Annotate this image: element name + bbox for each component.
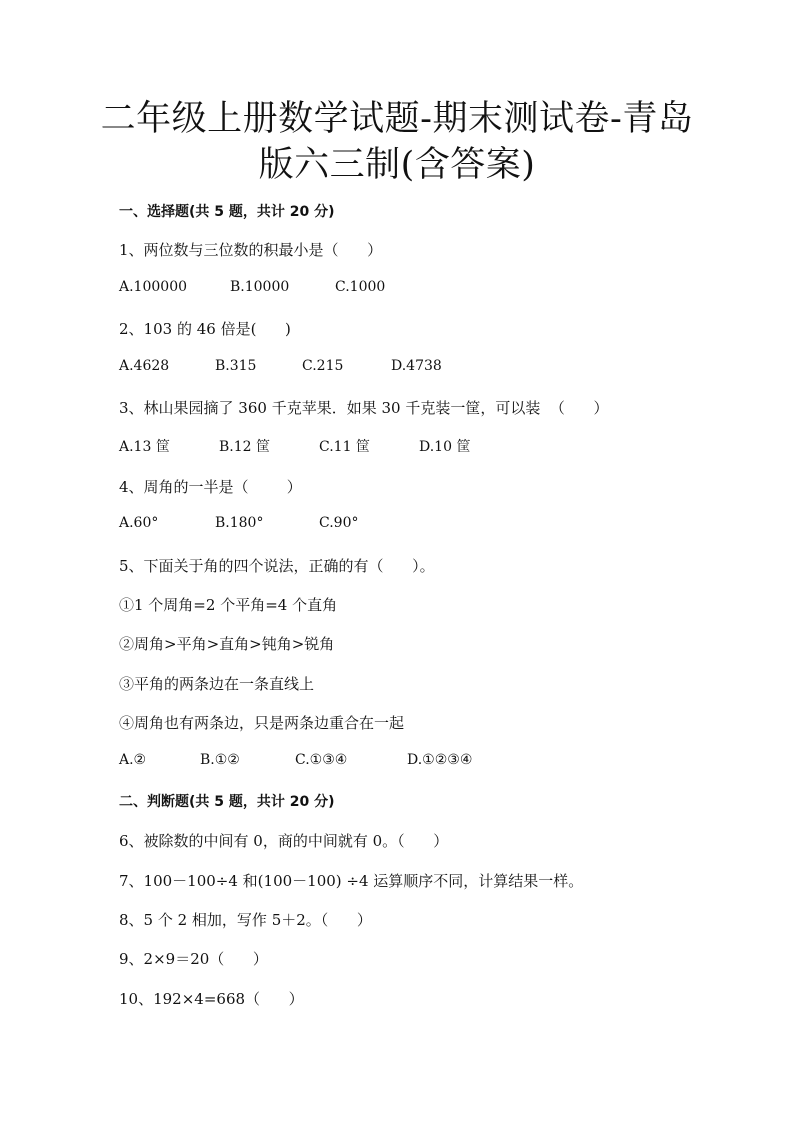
section-heading-judgement: 二、判断题(共 5 题，共计 20 分)	[119, 794, 335, 810]
question-2: 2、103 的 46 倍是( )	[119, 320, 291, 338]
section-heading-choice: 一、选择题(共 5 题，共计 20 分)	[119, 204, 335, 220]
q3-option-c: C.11 筐	[319, 439, 370, 455]
q3-option-d: D.10 筐	[419, 439, 471, 455]
q5-option-a: A.②	[119, 752, 147, 768]
title-line-2: 版六三制(含答案)	[258, 145, 536, 185]
page-title	[70, 96, 724, 188]
q5-option-c: C.①③④	[295, 752, 348, 768]
q2-option-b: B.315	[215, 358, 257, 374]
q5-statement-4: ④周角也有两条边，只是两条边重合在一起	[119, 714, 405, 732]
question-5: 5、下面关于角的四个说法，正确的有（ ）。	[119, 557, 435, 575]
question-1: 1、两位数与三位数的积最小是（ ）	[119, 241, 383, 259]
question-9: 9、2×9＝20（ ）	[119, 950, 268, 968]
q2-option-d: D.4738	[391, 358, 442, 374]
question-8: 8、5 个 2 相加，写作 5＋2。（ ）	[119, 911, 372, 929]
q3-option-a: A.13 筐	[119, 439, 170, 455]
q5-statement-3: ③平角的两条边在一条直线上	[119, 675, 315, 693]
question-6: 6、被除数的中间有 0，商的中间就有 0。（ ）	[119, 832, 449, 850]
question-7: 7、100－100÷4 和(100－100) ÷4 运算顺序不同，计算结果一样。	[119, 872, 584, 890]
question-10: 10、192×4=668（ ）	[119, 990, 304, 1008]
q5-option-b: B.①②	[200, 752, 240, 768]
q5-statement-1: ①1 个周角=2 个平角=4 个直角	[119, 596, 338, 614]
q4-option-b: B.180°	[215, 515, 264, 531]
q1-option-b: B.10000	[230, 279, 290, 295]
question-3: 3、林山果园摘了 360 千克苹果．如果 30 千克装一筐，可以装 （ ）	[119, 399, 609, 417]
title-line-1: 二年级上册数学试题-期末测试卷-青岛	[100, 99, 694, 139]
q1-option-a: A.100000	[119, 279, 188, 295]
q2-option-c: C.215	[302, 358, 344, 374]
q5-statement-2: ②周角>平角>直角>钝角>锐角	[119, 635, 335, 653]
question-4: 4、周角的一半是（ ）	[119, 478, 302, 496]
q1-option-c: C.1000	[335, 279, 386, 295]
q4-option-a: A.60°	[119, 515, 159, 531]
q5-option-d: D.①②③④	[407, 752, 473, 768]
q2-option-a: A.4628	[119, 358, 170, 374]
q3-option-b: B.12 筐	[219, 439, 271, 455]
q4-option-c: C.90°	[319, 515, 359, 531]
